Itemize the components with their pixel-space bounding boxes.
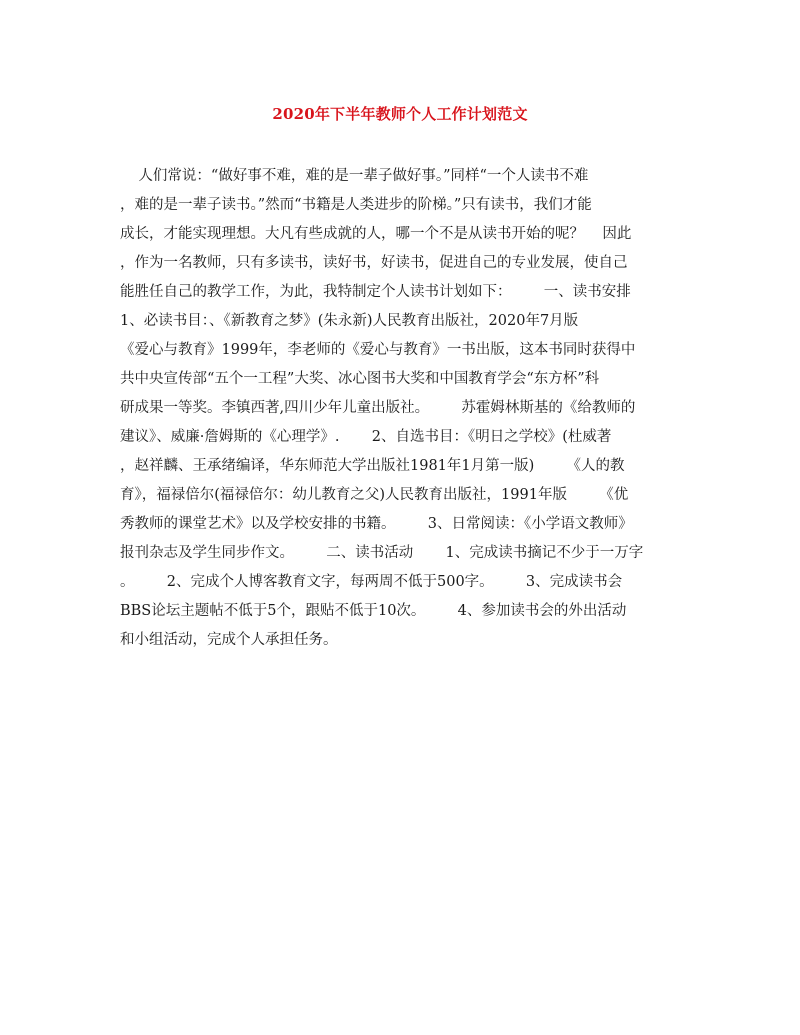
body-line: ，难的是一辈子读书。”然而“书籍是人类进步的阶梯。”只有读书，我们才能	[120, 197, 592, 213]
body-line: 1、必读书目：、《新教育之梦》(朱永新)人民教育出版社，2020年7月版	[120, 313, 579, 329]
document-body	[120, 162, 680, 655]
body-line: BBS论坛主题帖不低于5个，跟贴不低于10次。 4、参加读书会的外出活动	[120, 603, 627, 619]
body-line: 报刊杂志及学生同步作文。 二、读书活动 1、完成读书摘记不少于一万字	[120, 545, 644, 561]
body-line: 能胜任自己的教学工作，为此，我特制定个人读书计划如下： 一、读书安排	[120, 284, 631, 300]
body-line: 成长，才能实现理想。大凡有些成就的人，哪一个不是从读书开始的呢？ 因此	[120, 226, 632, 242]
body-line: 。 2、完成个人博客教育文字，每两周不低于500字。 3、完成读书会	[120, 574, 623, 590]
body-line: 建议》、威廉·詹姆斯的《心理学》. 2、自选书目：《明日之学校》(杜威著	[120, 429, 612, 445]
document-title: 2020年下半年教师个人工作计划范文	[272, 105, 528, 123]
body-line: ，赵祥麟、王承绪编译，华东师范大学出版社1981年1月第一版) 《人的教	[120, 458, 625, 474]
body-line: 育》，福禄倍尔(福禄倍尔：幼儿教育之父)人民教育出版社，1991年版 《优	[120, 487, 629, 503]
body-line: 秀教师的课堂艺术》以及学校安排的书籍。 3、日常阅读：《小学语文教师》	[120, 516, 633, 532]
body-line: ，作为一名教师，只有多读书，读好书，好读书，促进自己的专业发展，使自己	[120, 255, 628, 271]
body-line: 《爱心与教育》1999年，李老师的《爱心与教育》一书出版，这本书同时获得中	[120, 342, 636, 358]
body-line: 共中央宣传部“五个一工程”大奖、冰心图书大奖和中国教育学会“东方杯”科	[120, 371, 600, 387]
body-line: 人们常说：“做好事不难，难的是一辈子做好事。”同样“一个人读书不难	[120, 168, 589, 184]
body-line: 和小组活动，完成个人承担任务。	[120, 632, 338, 648]
body-line: 研成果一等奖。李镇西著,四川少年儿童出版社。 苏霍姆林斯基的《给教师的	[120, 400, 636, 416]
